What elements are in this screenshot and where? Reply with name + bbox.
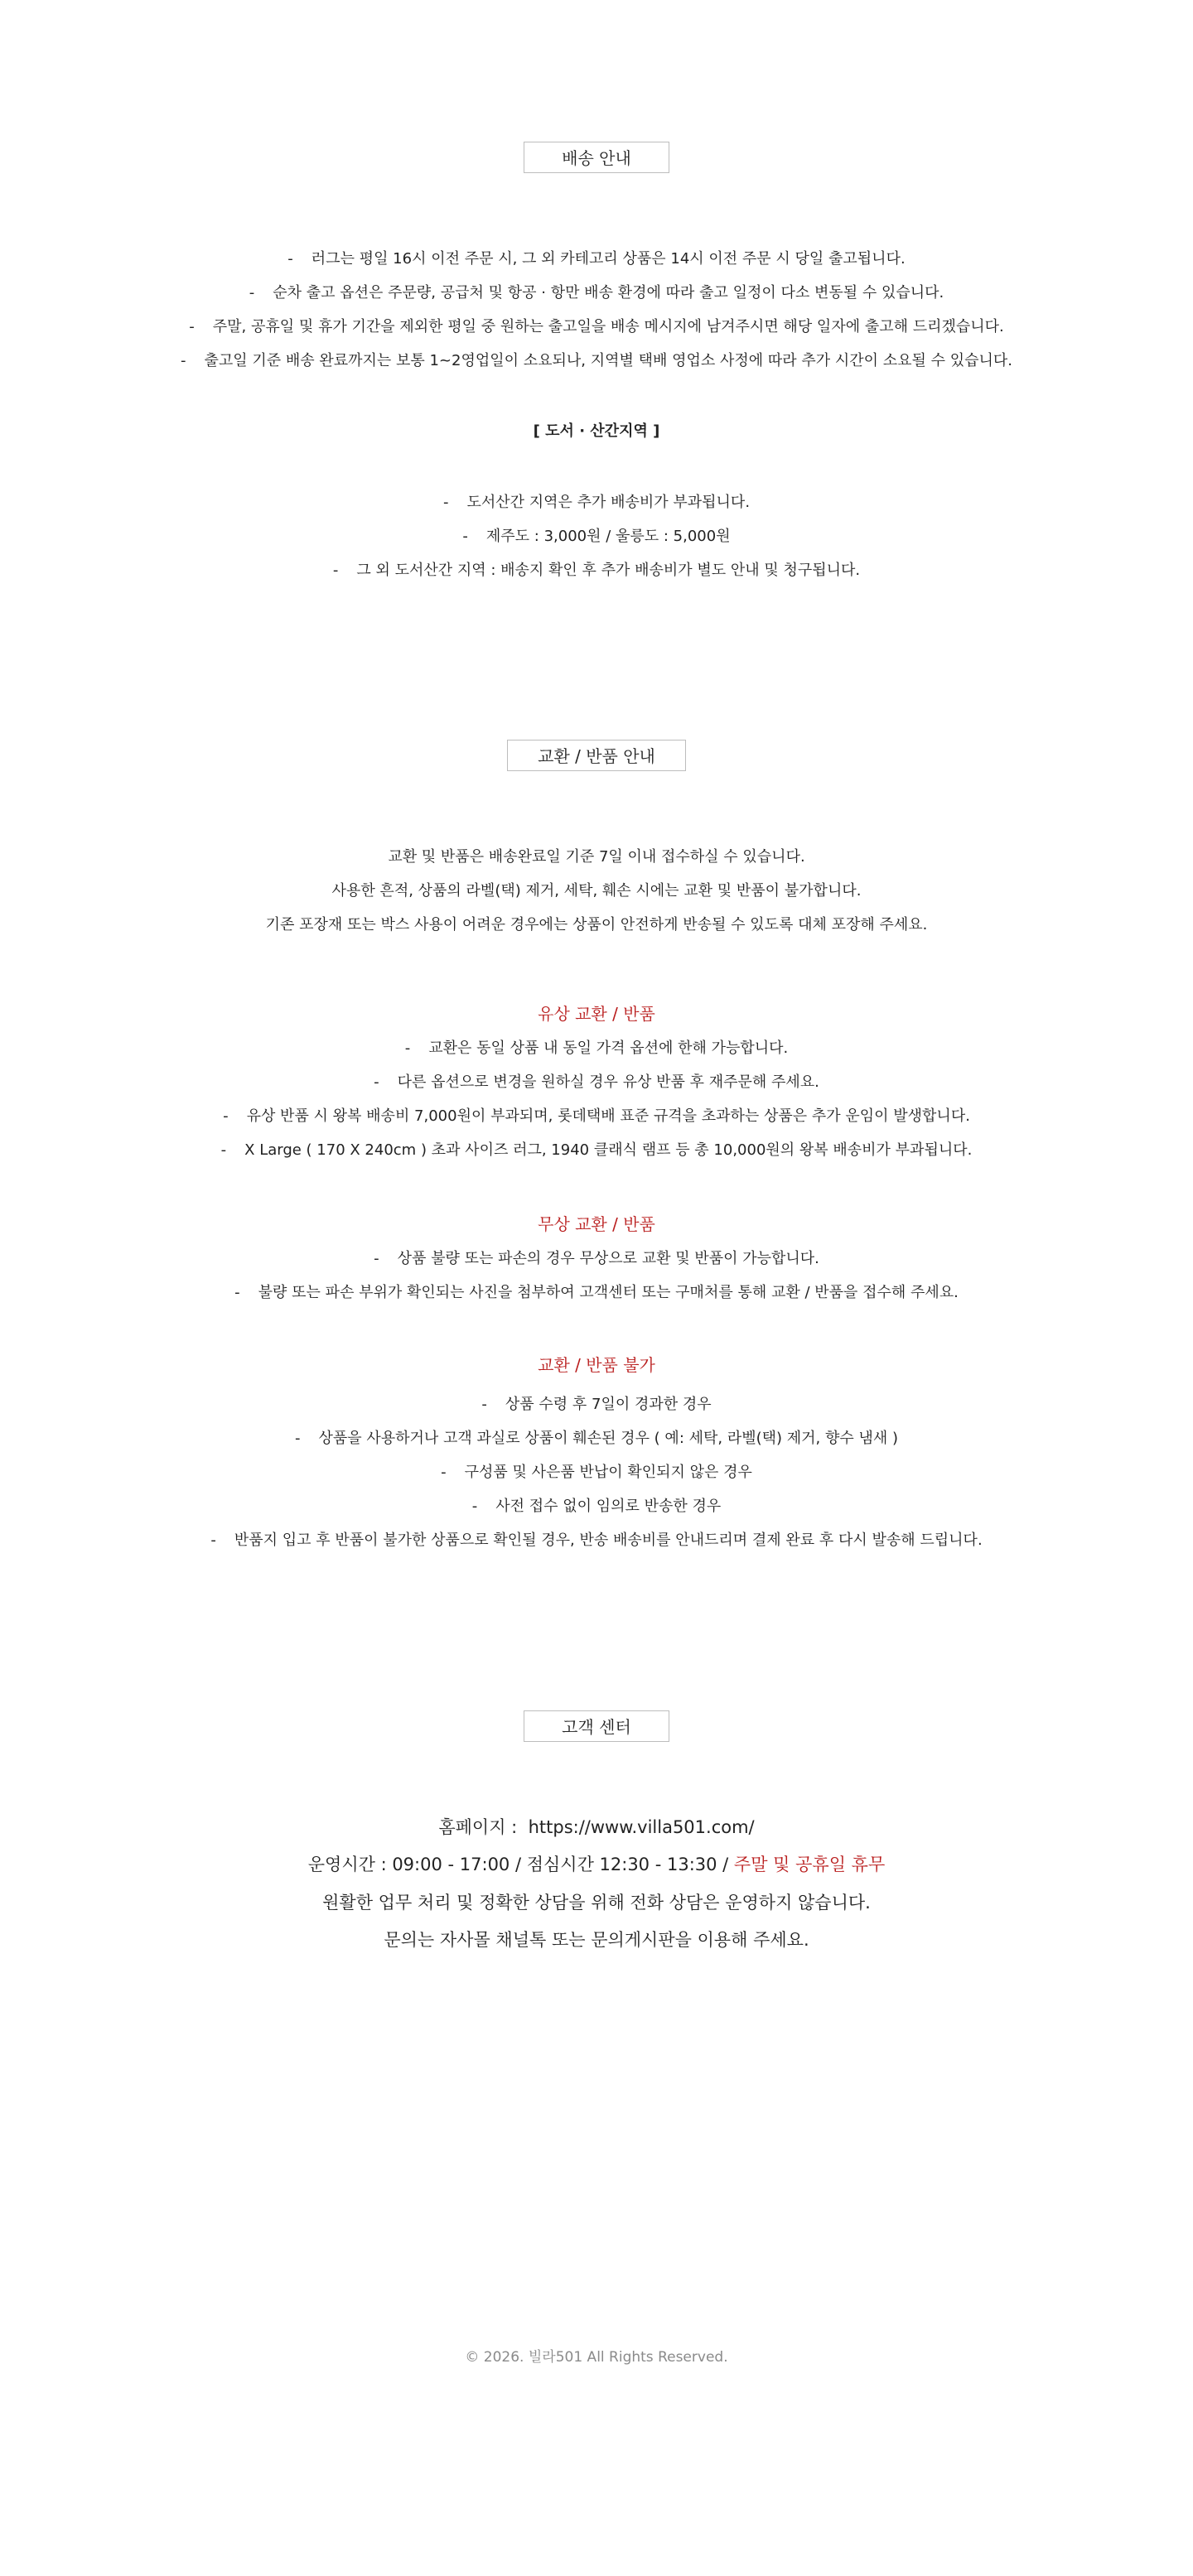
shipping-item: - 러그는 평일 16시 이전 주문 시, 그 외 카테고리 상품은 14시 이전 주문 시 당일 출고됩니다.: [287, 250, 906, 268]
shipping-title: 배송 안내: [524, 142, 669, 173]
exchange-intro: 사용한 흔적, 상품의 라벨(택) 제거, 세탁, 훼손 시에는 교환 및 반품이 불가합니다.: [331, 882, 862, 900]
operating-hours: 운영시간 : 09:00 - 17:00 / 점심시간 12:30 - 13:30 / 주말 및 공휴일 휴무: [307, 1855, 886, 1874]
paid-exchange-item: - 유상 반품 시 왕복 배송비 7,000원이 부과되며, 롯데택배 표준 규격을 초과하는 상품은 추가 운임이 발생합니다.: [223, 1107, 970, 1125]
shipping-item: - 출고일 기준 배송 완료까지는 보통 1~2영업일이 소요되나, 지역별 택배 영업소 사정에 따라 추가 시간이 소요될 수 있습니다.: [180, 352, 1013, 369]
shipping-item: - 순차 출고 옵션은 주문량, 공급처 및 항공 · 항만 배송 환경에 따라 출고 일정이 다소 변동될 수 있습니다.: [249, 284, 944, 301]
no-exchange-item: - 상품을 사용하거나 고객 과실로 상품이 훼손된 경우 ( 예: 세탁, 라벨(택) 제거, 향수 냄새 ): [294, 1430, 898, 1447]
copyright: © 2026. 빌라501 All Rights Reserved.: [465, 2349, 728, 2366]
island-item: - 제주도 : 3,000원 / 울릉도 : 5,000원: [462, 528, 731, 545]
contact-note: 원활한 업무 처리 및 정확한 상담을 위해 전화 상담은 운영하지 않습니다.: [322, 1893, 871, 1913]
paid-exchange-item: - X Large ( 170 X 240cm ) 초과 사이즈 러그, 1940 클래식 램프 등 총 10,000원의 왕복 배송비가 부과됩니다.: [220, 1141, 973, 1159]
no-exchange-item: - 사전 접수 없이 임의로 반송한 경우: [471, 1498, 722, 1515]
shipping-item: - 주말, 공휴일 및 휴가 기간을 제외한 평일 중 원하는 출고일을 배송 메시지에 남겨주시면 해당 일자에 출고해 드리겠습니다.: [189, 318, 1004, 335]
no-exchange-item: - 반품지 입고 후 반품이 불가한 상품으로 확인될 경우, 반송 배송비를 안내드리며 결제 완료 후 다시 발송해 드립니다.: [210, 1532, 983, 1549]
island-item: - 그 외 도서산간 지역 : 배송지 확인 후 추가 배송비가 별도 안내 및 청구됩니다.: [332, 562, 861, 579]
free-exchange-item: - 상품 불량 또는 파손의 경우 무상으로 교환 및 반품이 가능합니다.: [374, 1250, 819, 1267]
customer-center-title: 고객 센터: [524, 1710, 669, 1742]
homepage-line: [0, 1815, 1193, 1840]
island-region-heading: [ 도서 · 산간지역 ]: [533, 422, 660, 440]
homepage-link[interactable]: 홈페이지 : https://www.villa501.com/: [438, 1817, 755, 1837]
paid-exchange-item: - 다른 옵션으로 변경을 원하실 경우 유상 반품 후 재주문해 주세요.: [374, 1073, 819, 1091]
no-exchange-item: - 상품 수령 후 7일이 경과한 경우: [481, 1396, 712, 1413]
exchange-title: 교환 / 반품 안내: [507, 740, 686, 771]
contact-note: 문의는 자사몰 채널톡 또는 문의게시판을 이용해 주세요.: [384, 1930, 809, 1950]
free-exchange-item: - 불량 또는 파손 부위가 확인되는 사진을 첨부하여 고객센터 또는 구매처를 통해 교환 / 반품을 접수해 주세요.: [234, 1284, 959, 1301]
no-exchange-heading: 교환 / 반품 불가: [538, 1355, 655, 1375]
paid-exchange-item: - 교환은 동일 상품 내 동일 가격 옵션에 한해 가능합니다.: [404, 1040, 789, 1057]
island-item: - 도서산간 지역은 추가 배송비가 부과됩니다.: [442, 494, 751, 511]
paid-exchange-heading: 유상 교환 / 반품: [538, 1004, 655, 1024]
free-exchange-heading: 무상 교환 / 반품: [538, 1214, 655, 1234]
exchange-intro: 교환 및 반품은 배송완료일 기준 7일 이내 접수하실 수 있습니다.: [388, 848, 805, 866]
no-exchange-item: - 구성품 및 사은품 반납이 확인되지 않은 경우: [441, 1464, 752, 1481]
exchange-intro: 기존 포장재 또는 박스 사용이 어려운 경우에는 상품이 안전하게 반송될 수 있도록 대체 포장해 주세요.: [265, 916, 928, 933]
closed-days: 주말 및 공휴일 휴무: [733, 1855, 886, 1874]
